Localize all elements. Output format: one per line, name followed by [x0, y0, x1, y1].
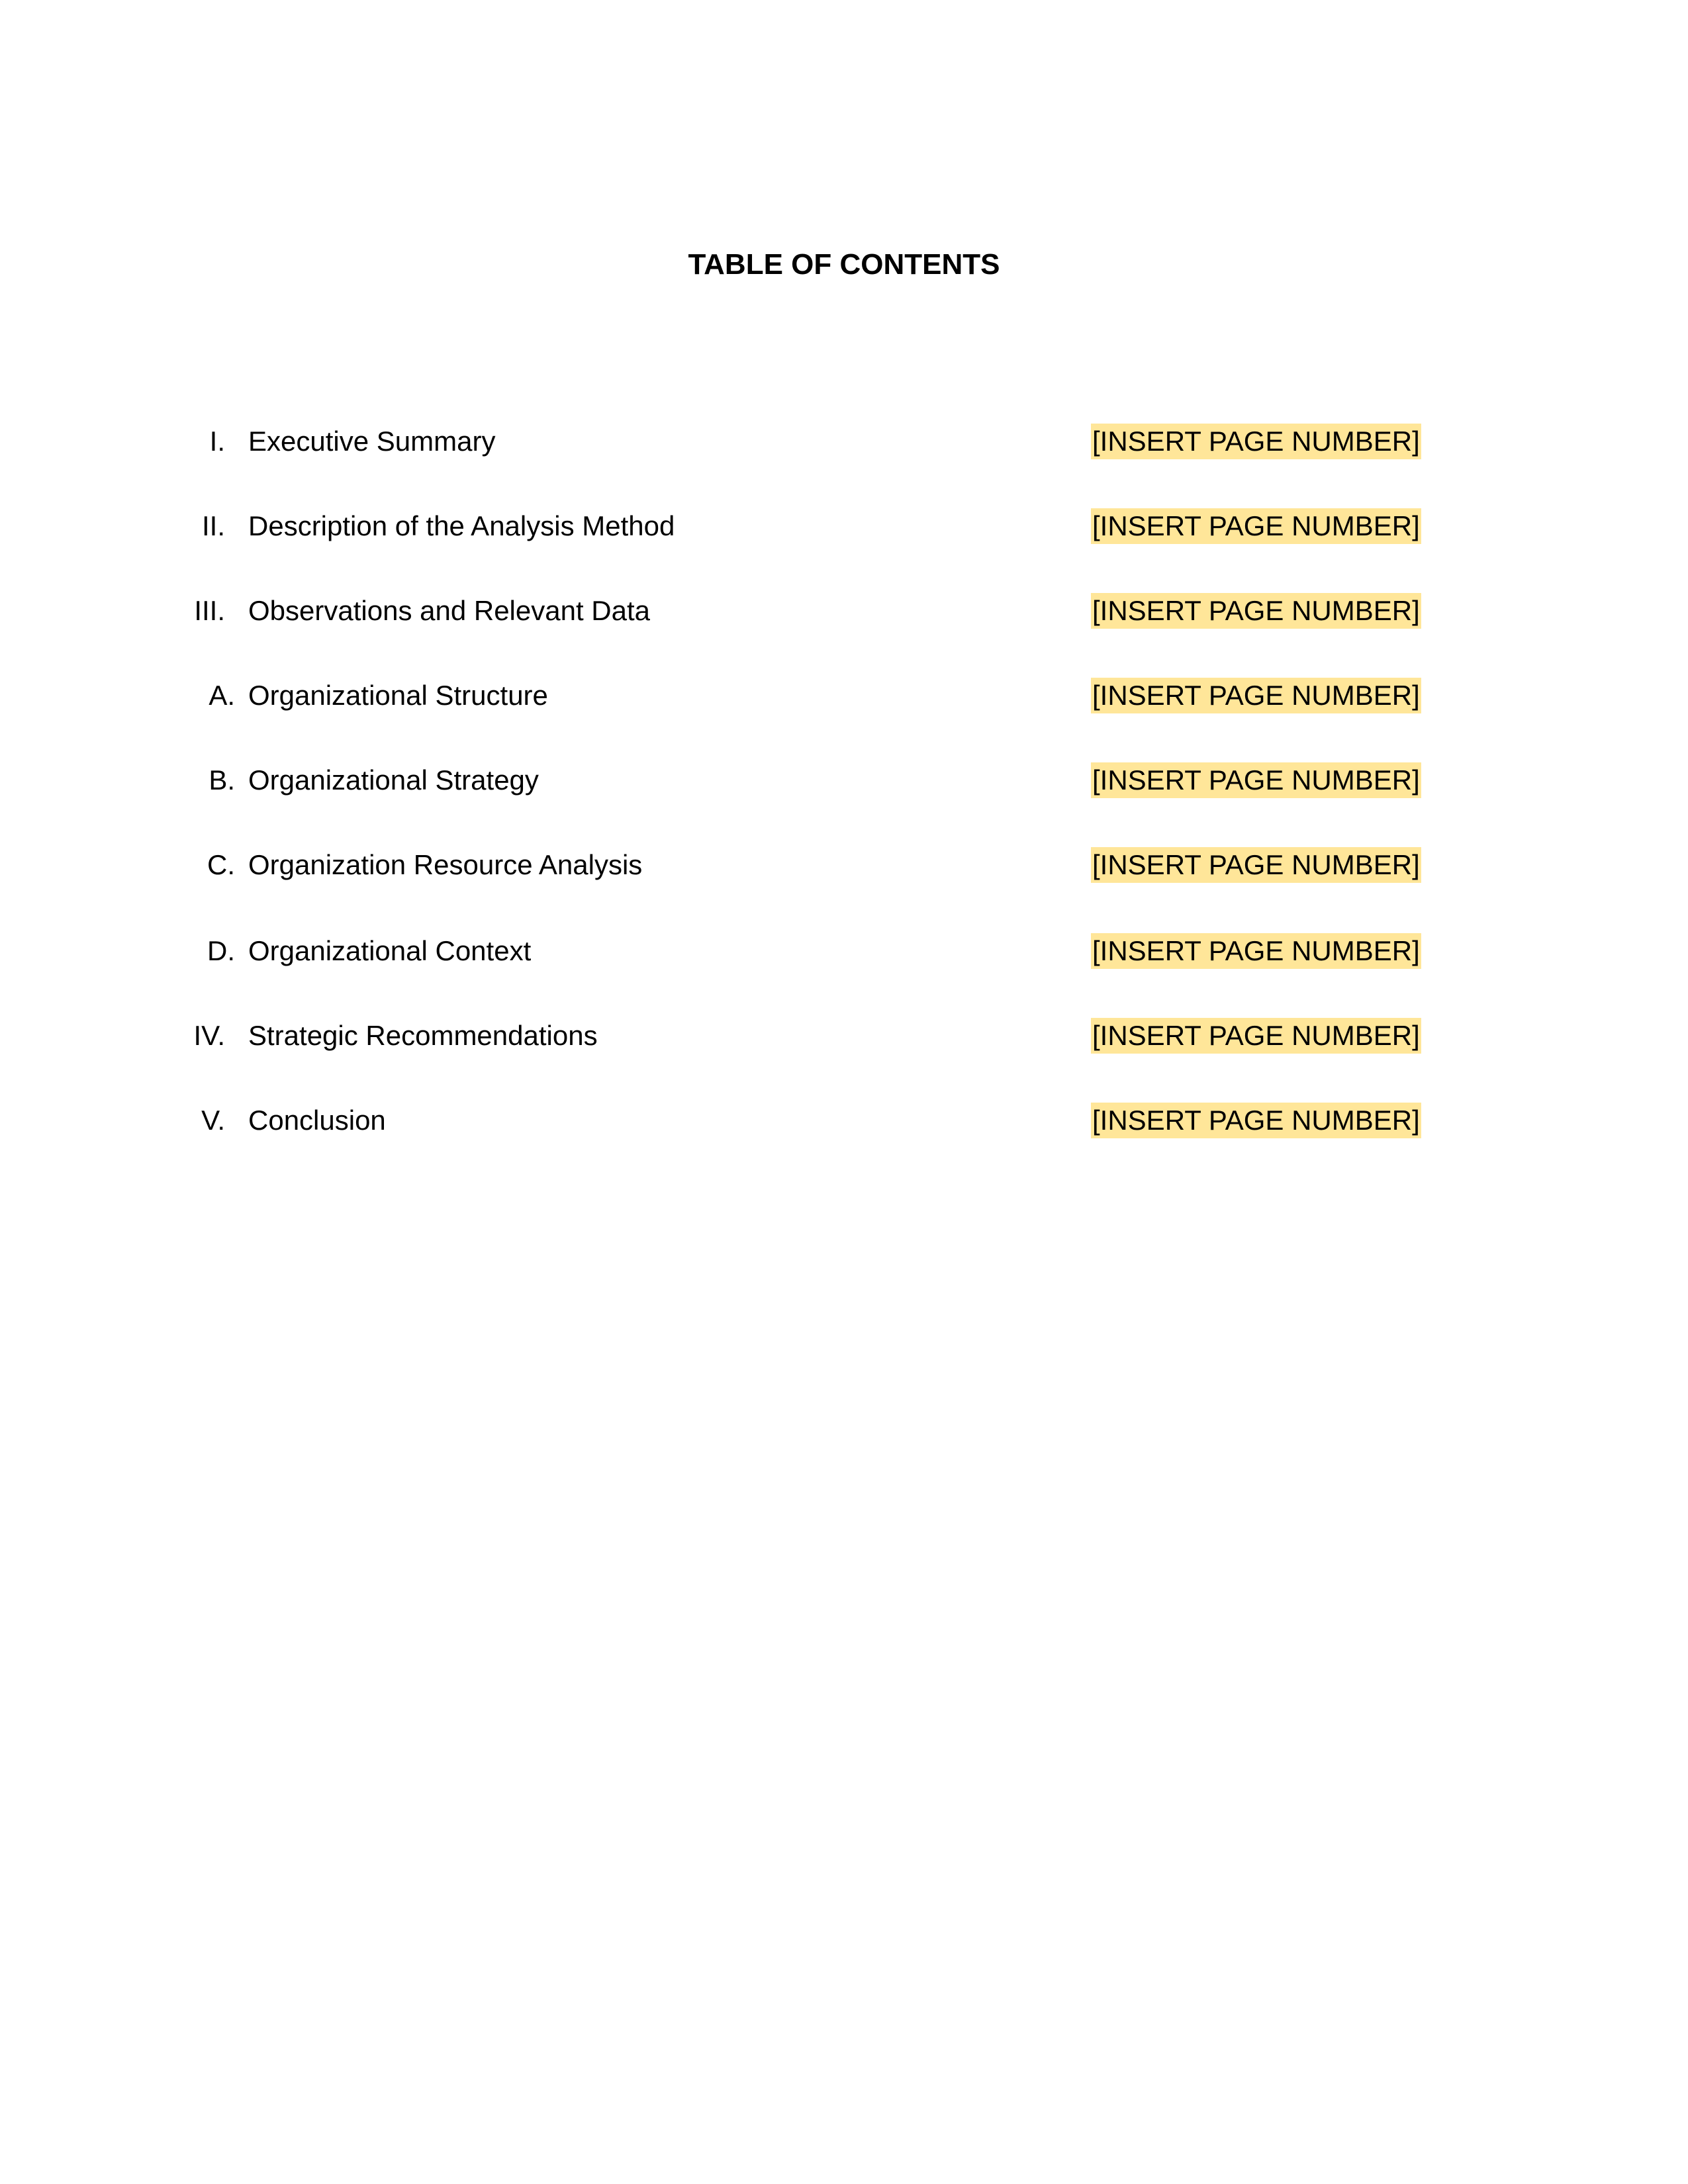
toc-entry-number: II. — [201, 510, 225, 541]
toc-entry — [0, 672, 1688, 719]
toc-entry-label: Organizational Context — [248, 935, 532, 966]
toc-entry — [0, 842, 1688, 888]
toc-entry-label: Organizational Structure — [248, 680, 548, 711]
toc-entry — [0, 418, 1688, 465]
toc-entry-page-placeholder: [INSERT PAGE NUMBER] — [1091, 593, 1421, 629]
toc-entry — [0, 503, 1688, 549]
toc-entry — [0, 757, 1688, 803]
toc-entry-page-placeholder: [INSERT PAGE NUMBER] — [1091, 933, 1421, 969]
toc-entry — [0, 928, 1688, 974]
toc-entry-page-placeholder: [INSERT PAGE NUMBER] — [1091, 1018, 1421, 1054]
toc-entry-label: Strategic Recommendations — [248, 1020, 598, 1051]
toc-entry-label: Organization Resource Analysis — [248, 849, 643, 880]
toc-entry-number: D. — [207, 935, 235, 966]
toc-entry-page-placeholder: [INSERT PAGE NUMBER] — [1091, 762, 1421, 798]
toc-entry-number: I. — [209, 426, 225, 457]
toc-entry-label: Organizational Strategy — [248, 764, 539, 796]
toc-entry-label: Executive Summary — [248, 426, 496, 457]
toc-entry-label: Conclusion — [248, 1105, 386, 1136]
toc-entry-page-placeholder: [INSERT PAGE NUMBER] — [1091, 847, 1421, 883]
toc-entry-number: III. — [194, 595, 225, 626]
toc-entry-number: IV. — [193, 1020, 225, 1051]
toc-entry — [0, 588, 1688, 634]
toc-entry-page-placeholder: [INSERT PAGE NUMBER] — [1091, 508, 1421, 544]
toc-entry — [0, 1097, 1688, 1144]
toc-entry-label: Description of the Analysis Method — [248, 510, 675, 541]
toc-entry-number: A. — [209, 680, 235, 711]
page-title: TABLE OF CONTENTS — [688, 248, 1000, 281]
toc-entry-number: B. — [209, 764, 235, 796]
toc-entry-number: C. — [207, 849, 235, 880]
toc-entry-page-placeholder: [INSERT PAGE NUMBER] — [1091, 678, 1421, 713]
toc-entry — [0, 1013, 1688, 1059]
toc-entry-page-placeholder: [INSERT PAGE NUMBER] — [1091, 1103, 1421, 1138]
toc-entry-label: Observations and Relevant Data — [248, 595, 651, 626]
toc-entry-page-placeholder: [INSERT PAGE NUMBER] — [1091, 424, 1421, 459]
toc-entry-number: V. — [201, 1105, 225, 1136]
